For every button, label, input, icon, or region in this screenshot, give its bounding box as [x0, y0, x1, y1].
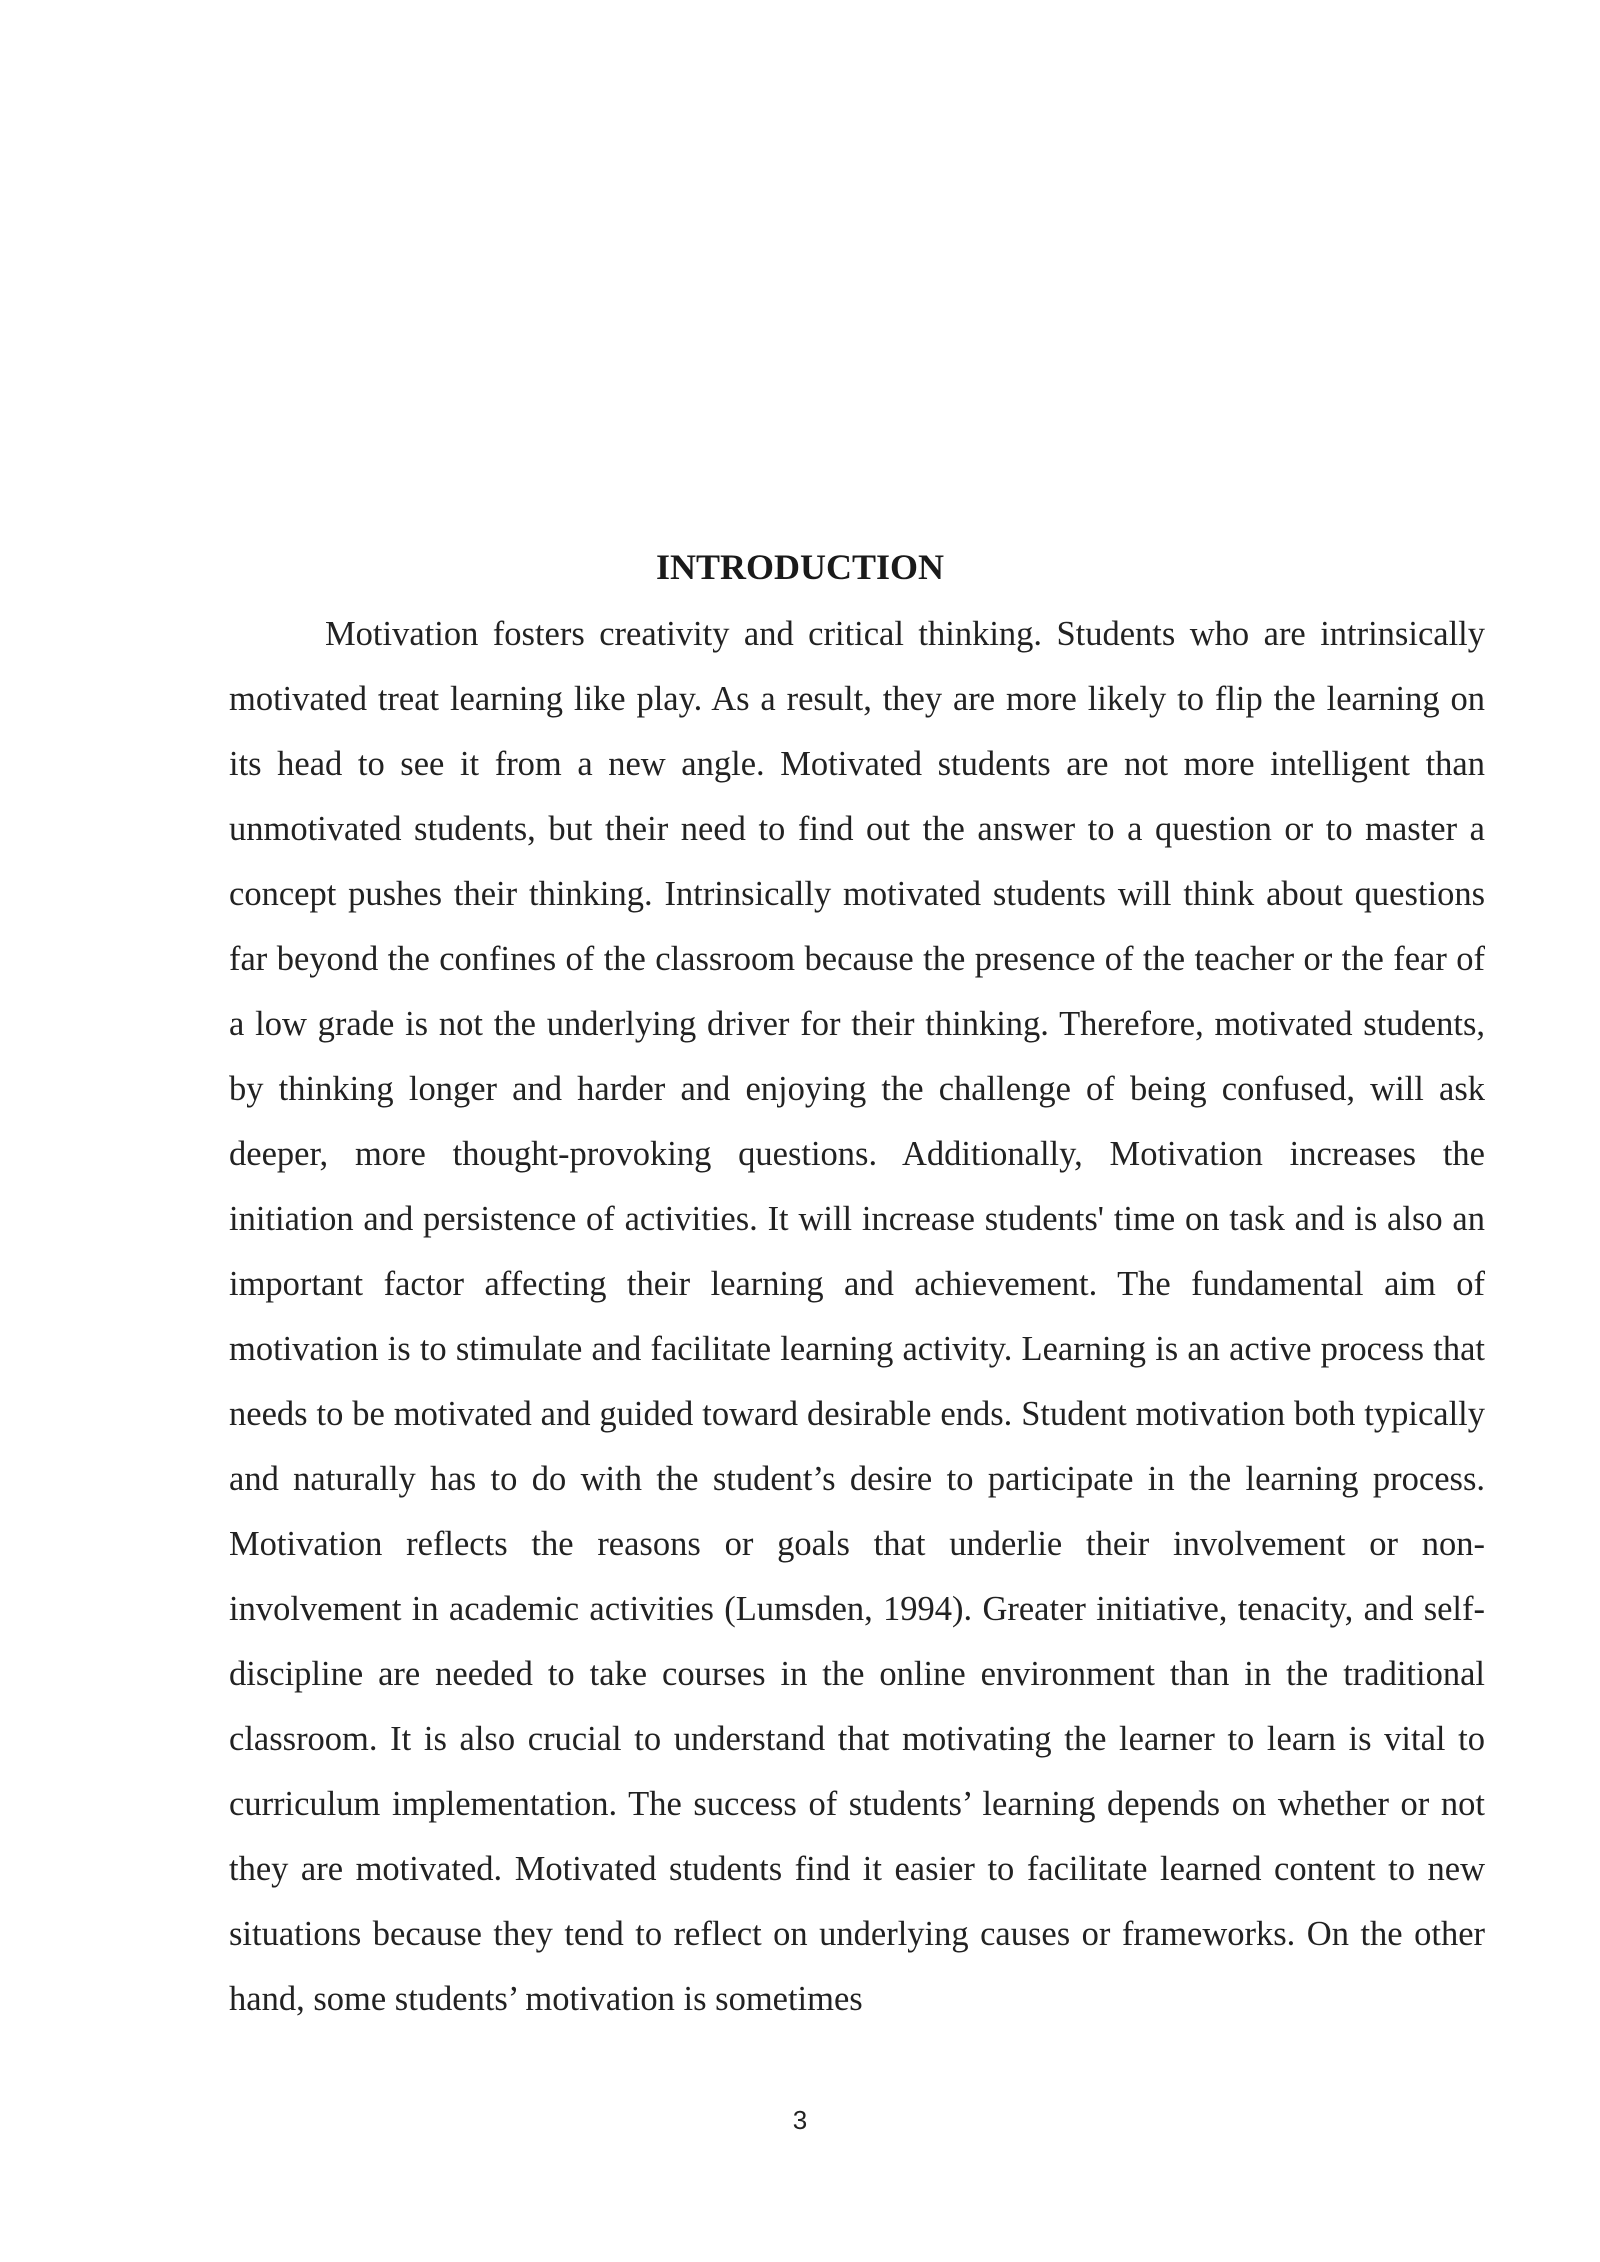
page-number: 3: [792, 2105, 808, 2135]
section-title: INTRODUCTION: [655, 547, 945, 587]
body-paragraph: Motivation fosters creativity and critical thinking. Students who are intrinsically motivated treat learning like play. As a result, they are more likely to flip the learning on its head to see it from a new angle. Motivated students are not more intelligent than unmotivated students, but their need to find out the answer to a question or to master a concept pushes their thinking. Intrinsically motivated students will think about questions far beyond the confines of the classroom because the presence of the teacher or the fear of a low grade is not the underlying driver for their thinking. Therefore, motivated students, by thinking longer and harder and enjoying the challenge of being confused, will ask deeper, more thought-provoking questions. Additionally, Motivation increases the initiation and persistence of activities. It will increase students' time on task and is also an important factor affecting their learning and achievement. The fundamental aim of motivation is to stimulate and facilitate learning activity. Learning is an active process that needs to be motivated and guided toward desirable ends. Student motivation both typically and naturally has to do with the student’s desire to participate in the learning process. Motivation reflects the reasons or goals that underlie their involvement or non-involvement in academic activities (Lumsden, 1994). Greater initiative, tenacity, and self-discipline are needed to take courses in the online environment than in the traditional classroom. It is also crucial to understand that motivating the learner to learn is vital to curriculum implementation. The success of students’ learning depends on whether or not they are motivated. Motivated students find it easier to facilitate learned content to new situations because they tend to reflect on underlying causes or frameworks. On the other hand, some students’ motivation is sometimes: [229, 615, 1485, 2018]
